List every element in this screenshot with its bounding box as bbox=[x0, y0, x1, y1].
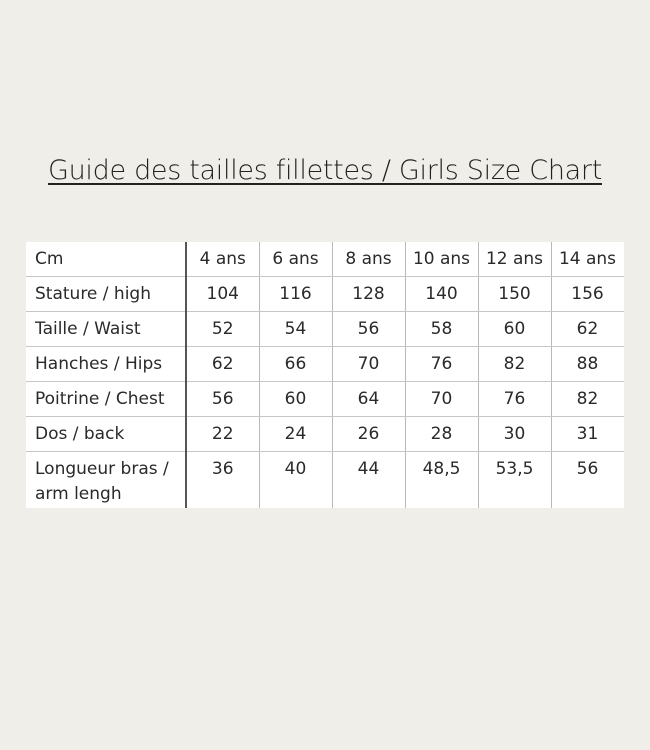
header-row bbox=[26, 242, 624, 277]
table-cell: 62 bbox=[551, 312, 624, 347]
table-cell: 156 bbox=[551, 277, 624, 312]
table-cell: 30 bbox=[478, 417, 551, 452]
table-cell: 70 bbox=[332, 347, 405, 382]
table-cell: 62 bbox=[186, 347, 259, 382]
table-cell: 82 bbox=[478, 347, 551, 382]
table-cell: 56 bbox=[551, 452, 624, 509]
table-cell: 36 bbox=[186, 452, 259, 509]
table-cell: 88 bbox=[551, 347, 624, 382]
table-cell: 53,5 bbox=[478, 452, 551, 509]
table-cell: 56 bbox=[332, 312, 405, 347]
table-cell: 140 bbox=[405, 277, 478, 312]
header-cell: 6 ans bbox=[259, 242, 332, 277]
header-cell: 12 ans bbox=[478, 242, 551, 277]
size-chart-table bbox=[26, 242, 624, 508]
row-label: Longueur bras / arm lengh bbox=[26, 452, 186, 509]
table-cell: 54 bbox=[259, 312, 332, 347]
table-cell: 64 bbox=[332, 382, 405, 417]
row-label: Stature / high bbox=[26, 277, 186, 312]
table-cell: 70 bbox=[405, 382, 478, 417]
table-cell: 116 bbox=[259, 277, 332, 312]
header-cell: 14 ans bbox=[551, 242, 624, 277]
table-cell: 56 bbox=[186, 382, 259, 417]
table-cell: 48,5 bbox=[405, 452, 478, 509]
table-cell: 24 bbox=[259, 417, 332, 452]
table-cell: 28 bbox=[405, 417, 478, 452]
table-cell: 44 bbox=[332, 452, 405, 509]
table-cell: 40 bbox=[259, 452, 332, 509]
table-row bbox=[26, 452, 624, 509]
title-text: Guide des tailles fillettes / Girls Size Chart bbox=[48, 155, 602, 186]
row-label: Taille / Waist bbox=[26, 312, 186, 347]
table-cell: 104 bbox=[186, 277, 259, 312]
size-table bbox=[26, 242, 624, 508]
header-cell: 4 ans bbox=[186, 242, 259, 277]
table-cell: 22 bbox=[186, 417, 259, 452]
table-cell: 128 bbox=[332, 277, 405, 312]
table-cell: 76 bbox=[478, 382, 551, 417]
page-title bbox=[0, 155, 650, 186]
row-label: Hanches / Hips bbox=[26, 347, 186, 382]
row-label: Dos / back bbox=[26, 417, 186, 452]
table-row bbox=[26, 382, 624, 417]
table-row bbox=[26, 277, 624, 312]
table-row bbox=[26, 417, 624, 452]
table-cell: 150 bbox=[478, 277, 551, 312]
header-cell: 8 ans bbox=[332, 242, 405, 277]
table-cell: 26 bbox=[332, 417, 405, 452]
table-cell: 76 bbox=[405, 347, 478, 382]
header-cell: 10 ans bbox=[405, 242, 478, 277]
table-cell: 60 bbox=[259, 382, 332, 417]
corner-cell: Cm bbox=[26, 242, 186, 277]
table-cell: 60 bbox=[478, 312, 551, 347]
table-cell: 82 bbox=[551, 382, 624, 417]
table-row bbox=[26, 312, 624, 347]
table-cell: 52 bbox=[186, 312, 259, 347]
table-cell: 31 bbox=[551, 417, 624, 452]
table-row bbox=[26, 347, 624, 382]
table-cell: 58 bbox=[405, 312, 478, 347]
table-cell: 66 bbox=[259, 347, 332, 382]
row-label: Poitrine / Chest bbox=[26, 382, 186, 417]
